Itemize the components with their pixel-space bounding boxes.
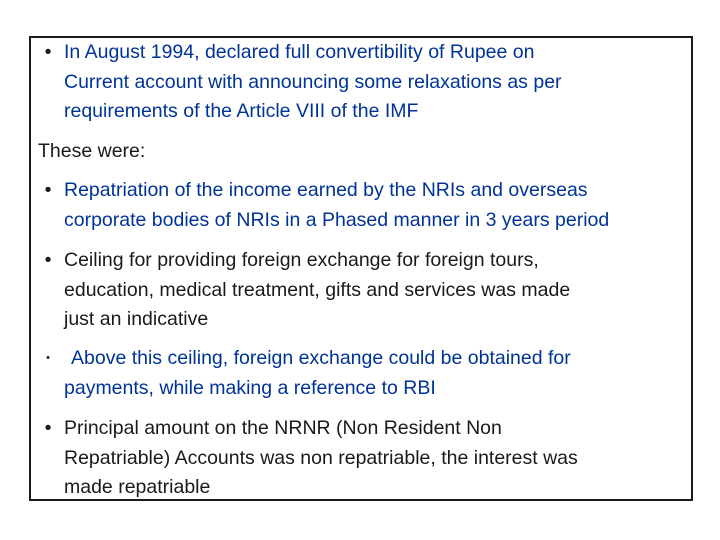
bullet-line: Principal amount on the NRNR (Non Resident Non (64, 417, 502, 439)
bullet-marker: • (44, 41, 52, 63)
bullet-text (64, 38, 562, 127)
bullet-marker: • (44, 417, 52, 439)
bullet-text (64, 344, 571, 403)
bullet-text (64, 414, 578, 503)
bullet-text (64, 176, 609, 235)
bullet-line: made repatriable (64, 476, 211, 498)
bullet-line: corporate bodies of NRIs in a Phased manner in 3 years period (64, 208, 610, 231)
bullet-line: education, medical treatment, gifts and services was made (64, 278, 571, 301)
bullet-marker: • (44, 249, 52, 271)
intro-text: These were: (38, 140, 146, 162)
bullet-line: Repatriation of the income earned by the NRIs and overseas (64, 179, 588, 201)
bullet-marker: • (46, 352, 50, 364)
bullet-line: Current account with announcing some relaxations as per (64, 70, 562, 93)
bullet-line: payments, while making a reference to RBI (64, 376, 436, 399)
bullet-text (64, 246, 570, 335)
bullet-line: Repatriable) Accounts was non repatriable, the interest was (64, 446, 578, 469)
bullet-marker: • (44, 179, 52, 201)
bullet-line: requirements of the Article VIII of the IMF (64, 100, 419, 122)
bullet-line: In August 1994, declared full convertibility of Rupee on (64, 41, 535, 63)
bullet-line: Above this ceiling, foreign exchange could be obtained for (71, 347, 571, 369)
bullet-line: just an indicative (64, 308, 209, 330)
bullet-line: Ceiling for providing foreign exchange for foreign tours, (64, 249, 539, 271)
